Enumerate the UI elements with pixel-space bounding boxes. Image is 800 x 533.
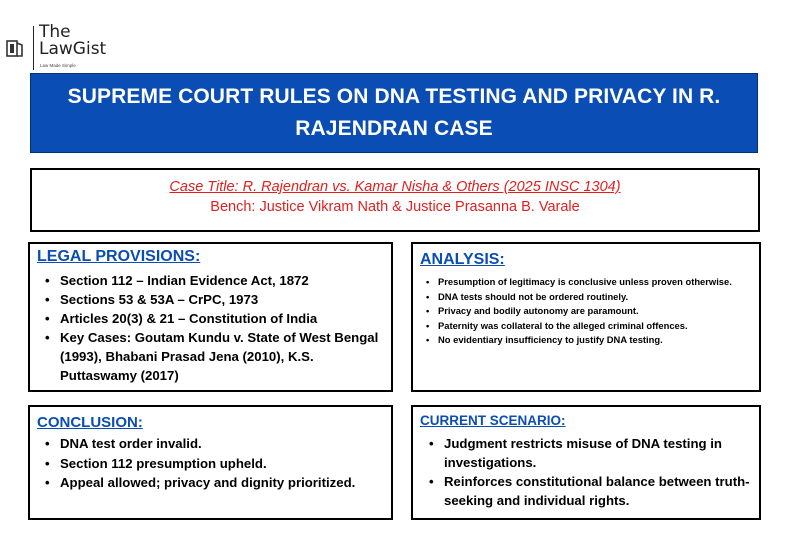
- title-banner: [30, 73, 758, 153]
- legal-provisions-heading: LEGAL PROVISIONS:: [37, 248, 201, 265]
- list-item: • Sections 53 & 53A – CrPC, 1973: [60, 290, 383, 309]
- current-scenario-list: [444, 434, 751, 510]
- list-item: • Privacy and bodily autonomy are paramount.: [438, 304, 751, 319]
- logo-wordmark: [39, 24, 106, 58]
- case-bench: Bench: Justice Vikram Nath & Justice Prasanna B. Varale: [210, 199, 580, 215]
- conclusion-list: [60, 434, 383, 493]
- analysis-panel: [411, 242, 761, 392]
- logo-line-1: The: [39, 22, 71, 42]
- analysis-heading: ANALYSIS:: [420, 251, 505, 268]
- list-item: • Judgment restricts misuse of DNA testing in investigations.: [444, 434, 751, 472]
- list-item: • Paternity was collateral to the alleged criminal offences.: [438, 319, 751, 334]
- conclusion-heading: CONCLUSION:: [37, 414, 143, 431]
- list-item: • DNA test order invalid.: [60, 434, 383, 454]
- legal-provisions-list: [60, 271, 383, 385]
- list-item: • DNA tests should not be ordered routinely.: [438, 290, 751, 305]
- book-scale-icon: [6, 38, 24, 60]
- page-title: SUPREME COURT RULES ON DNA TESTING AND PRIVACY IN R. RAJENDRAN CASE: [67, 85, 721, 140]
- logo-tagline: Law Made Simple: [40, 63, 76, 68]
- current-scenario-panel: [411, 405, 761, 520]
- list-item: • No evidentiary insufficiency to justify DNA testing.: [438, 333, 751, 348]
- current-scenario-heading: CURRENT SCENARIO:: [420, 413, 566, 428]
- analysis-list: [438, 275, 751, 348]
- list-item: • Key Cases: Goutam Kundu v. State of West Bengal (1993), Bhabani Prasad Jena (2010), K.S. Puttaswamy (2017): [60, 328, 383, 385]
- legal-provisions-panel: [28, 242, 393, 392]
- list-item: • Reinforces constitutional balance between truth-seeking and individual rights.: [444, 472, 751, 510]
- conclusion-panel: [28, 405, 393, 520]
- list-item: • Section 112 – Indian Evidence Act, 1872: [60, 271, 383, 290]
- logo-line-2: LawGist: [39, 39, 107, 59]
- case-info-box: [30, 168, 760, 232]
- list-item: • Appeal allowed; privacy and dignity prioritized.: [60, 473, 383, 493]
- list-item: • Section 112 presumption upheld.: [60, 454, 383, 474]
- lawgist-logo: [6, 24, 126, 70]
- list-item: • Presumption of legitimacy is conclusive unless proven otherwise.: [438, 275, 751, 290]
- list-item: • Articles 20(3) & 21 – Constitution of India: [60, 309, 383, 328]
- case-title: Case Title: R. Rajendran vs. Kamar Nisha & Others (2025 INSC 1304): [169, 179, 621, 195]
- logo-divider: [33, 26, 34, 70]
